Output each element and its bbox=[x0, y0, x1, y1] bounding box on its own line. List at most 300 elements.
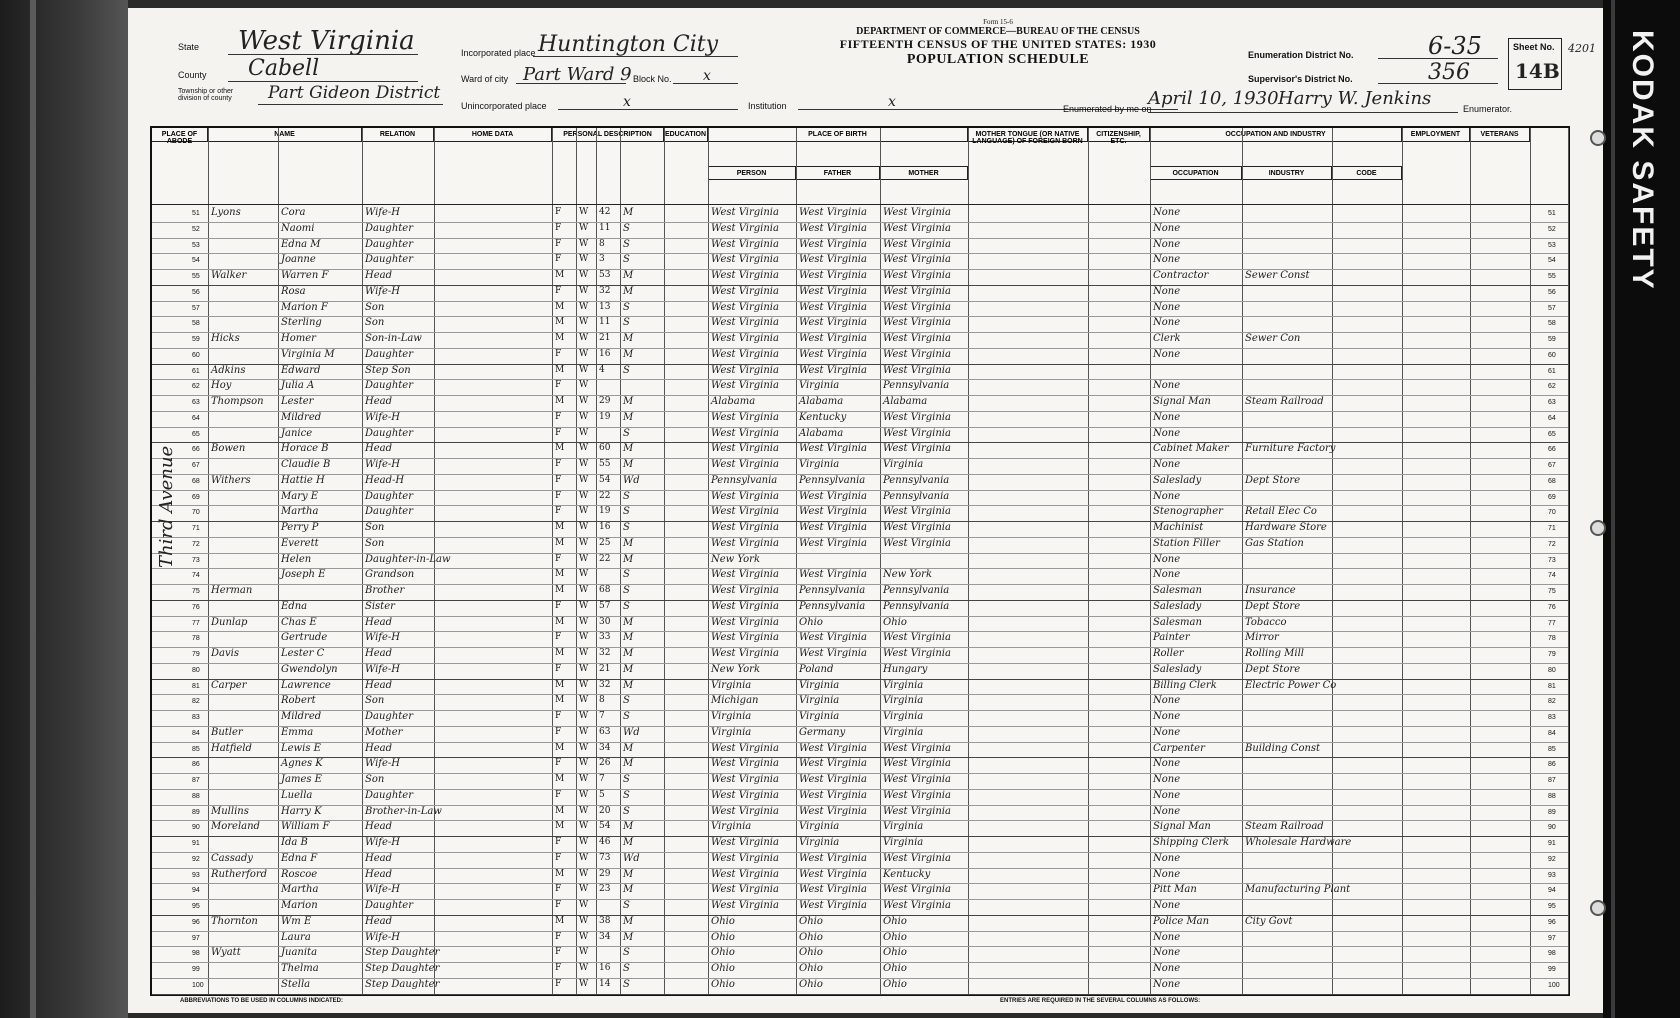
cell-bp: Ohio bbox=[711, 978, 735, 990]
cell-fbp: West Virginia bbox=[799, 443, 867, 455]
cell-ind: Insurance bbox=[1245, 585, 1296, 596]
cell-mbp: West Virginia bbox=[883, 758, 951, 770]
cell-ms: M bbox=[623, 537, 634, 549]
cell-fbp: West Virginia bbox=[799, 364, 867, 376]
line-number-right: 59 bbox=[1548, 336, 1556, 343]
film-margin-right bbox=[1603, 0, 1680, 1018]
cell-age: 22 bbox=[599, 553, 611, 564]
line-number: 55 bbox=[192, 273, 200, 280]
cell-bp: West Virginia bbox=[711, 632, 779, 644]
table-row bbox=[152, 899, 1568, 915]
cell-given: Edna F bbox=[281, 852, 318, 864]
film-edge bbox=[1611, 0, 1615, 1018]
cell-occ: None bbox=[1153, 695, 1181, 707]
cell-mbp: West Virginia bbox=[883, 742, 951, 754]
street-margin-note: Third Avenue bbox=[156, 445, 177, 568]
table-row bbox=[152, 663, 1568, 679]
cell-bp: West Virginia bbox=[711, 411, 779, 423]
cell-age: 7 bbox=[599, 774, 605, 784]
cell-given: Agnes K bbox=[281, 758, 323, 770]
cell-sex: M bbox=[555, 569, 565, 580]
cell-fbp: West Virginia bbox=[799, 648, 867, 659]
cell-ind: Steam Railroad bbox=[1245, 396, 1324, 407]
line-number-right: 76 bbox=[1548, 603, 1556, 611]
line-number: 93 bbox=[192, 871, 200, 879]
cell-sex: F bbox=[555, 663, 562, 674]
ed-label: Enumeration District No. bbox=[1248, 50, 1354, 60]
cell-age: 42 bbox=[599, 207, 611, 217]
line-number-right: 57 bbox=[1548, 304, 1556, 312]
line-number-right: 90 bbox=[1548, 824, 1556, 832]
cell-ind: City Govt bbox=[1245, 915, 1293, 927]
cell-occ: None bbox=[1153, 285, 1181, 297]
cell-occ: Machinist bbox=[1153, 522, 1204, 533]
cell-rel: Son bbox=[365, 301, 385, 313]
cell-sex: F bbox=[555, 931, 562, 942]
cell-race: W bbox=[579, 222, 589, 233]
cell-given: Lester C bbox=[281, 648, 325, 659]
cell-rel: Head bbox=[365, 915, 393, 927]
table-row bbox=[152, 568, 1568, 584]
cell-rel: Wife-H bbox=[365, 459, 401, 470]
cell-age: 32 bbox=[599, 648, 611, 658]
cell-fbp: Ohio bbox=[799, 978, 823, 990]
cell-ind: Wholesale Hardware bbox=[1245, 837, 1352, 848]
table-row bbox=[152, 222, 1568, 238]
table-row bbox=[152, 474, 1568, 490]
cell-sex: F bbox=[555, 459, 562, 469]
binder-hole bbox=[1590, 900, 1606, 916]
cell-age: 21 bbox=[599, 333, 611, 343]
cell-ms: S bbox=[623, 900, 630, 911]
cell-age: 16 bbox=[599, 348, 611, 359]
line-number: 53 bbox=[192, 241, 200, 249]
cell-age: 23 bbox=[599, 884, 611, 895]
cell-race: W bbox=[579, 931, 589, 942]
line-number: 91 bbox=[192, 840, 200, 847]
cell-ms: M bbox=[623, 459, 634, 470]
cell-occ: None bbox=[1153, 947, 1181, 959]
section-header: PERSONAL DESCRIPTION bbox=[552, 128, 664, 142]
cell-bp: New York bbox=[711, 663, 760, 675]
cell-rel: Daughter bbox=[365, 711, 413, 722]
cell-race: W bbox=[579, 238, 589, 249]
cell-race: W bbox=[579, 348, 589, 359]
cell-occ: Salesman bbox=[1153, 585, 1202, 596]
cell-age: 5 bbox=[599, 789, 605, 800]
cell-rel: Wife-H bbox=[365, 837, 401, 848]
cell-sex: F bbox=[555, 963, 562, 973]
cell-given: Janice bbox=[281, 427, 313, 439]
table-row bbox=[152, 553, 1568, 569]
cell-sex: M bbox=[555, 585, 565, 595]
cell-given: Roscoe bbox=[281, 868, 318, 880]
line-number: 99 bbox=[192, 966, 200, 973]
cell-mbp: West Virginia bbox=[883, 427, 951, 439]
cell-mbp: West Virginia bbox=[883, 537, 951, 549]
line-number: 73 bbox=[192, 556, 200, 564]
table-row bbox=[152, 962, 1568, 978]
cell-mbp: Ohio bbox=[883, 915, 907, 927]
cell-bp: West Virginia bbox=[711, 616, 779, 628]
line-number-right: 78 bbox=[1548, 635, 1556, 643]
cell-race: W bbox=[579, 742, 589, 753]
line-number-right: 99 bbox=[1548, 966, 1556, 973]
cell-bp: Virginia bbox=[711, 726, 752, 738]
cell-ms: S bbox=[623, 254, 630, 266]
cell-mbp: Virginia bbox=[883, 679, 924, 691]
cell-given: Mildred bbox=[281, 411, 322, 423]
cell-sex: F bbox=[555, 884, 562, 895]
cell-race: W bbox=[579, 254, 589, 265]
line-number: 58 bbox=[192, 320, 200, 328]
enumeration-date: April 10, 1930 bbox=[1148, 88, 1279, 109]
cell-mbp: West Virginia bbox=[883, 207, 951, 218]
department-name: DEPARTMENT OF COMMERCE—BUREAU OF THE CENSUS bbox=[856, 26, 1140, 37]
cell-mbp: West Virginia bbox=[883, 900, 951, 911]
line-number-right: 81 bbox=[1548, 682, 1556, 690]
line-number-right: 60 bbox=[1548, 351, 1556, 359]
cell-given: Marion bbox=[281, 900, 318, 911]
sheet-value: 14B bbox=[1515, 59, 1560, 83]
unincorp-label: Unincorporated place bbox=[461, 101, 547, 111]
cell-fbp: Pennsylvania bbox=[799, 585, 866, 596]
cell-mbp: West Virginia bbox=[883, 364, 951, 376]
table-row bbox=[152, 364, 1568, 380]
cell-ind: Manufacturing Plant bbox=[1245, 884, 1351, 896]
cell-given: Lewis E bbox=[281, 742, 321, 754]
cell-fbp: Kentucky bbox=[799, 411, 847, 423]
column-divider bbox=[1568, 128, 1569, 994]
cell-fbp: West Virginia bbox=[799, 774, 867, 785]
cell-fbp: Ohio bbox=[799, 915, 823, 927]
line-number: 51 bbox=[192, 210, 200, 217]
cell-mbp: Ohio bbox=[883, 616, 907, 628]
cell-age: 8 bbox=[599, 695, 605, 706]
cell-age: 73 bbox=[599, 852, 611, 863]
table-row bbox=[152, 348, 1568, 364]
ed-line bbox=[1378, 58, 1498, 59]
census-sheet bbox=[128, 8, 1603, 1013]
cell-age: 14 bbox=[599, 978, 611, 989]
line-number-right: 56 bbox=[1548, 288, 1556, 296]
cell-mbp: West Virginia bbox=[883, 852, 951, 864]
film-margin-left bbox=[0, 0, 128, 1018]
line-number-right: 55 bbox=[1548, 273, 1556, 280]
cell-rel: Daughter-in-Law bbox=[365, 553, 451, 565]
cell-sex: F bbox=[555, 285, 562, 296]
cell-rel: Head bbox=[365, 648, 393, 659]
line-number-right: 68 bbox=[1548, 477, 1556, 485]
cell-rel: Wife-H bbox=[365, 285, 401, 297]
table-row bbox=[152, 616, 1568, 632]
cell-surname: Mullins bbox=[211, 805, 249, 817]
cell-age: 32 bbox=[599, 679, 611, 690]
table-row bbox=[152, 269, 1568, 285]
cell-race: W bbox=[579, 427, 589, 438]
cell-given: Ida B bbox=[281, 837, 308, 848]
line-number-right: 71 bbox=[1548, 525, 1556, 532]
cell-mbp: Virginia bbox=[883, 726, 924, 738]
cell-ms: S bbox=[623, 947, 630, 959]
line-number: 71 bbox=[192, 525, 200, 532]
cell-fbp: Pennsylvania bbox=[799, 474, 866, 486]
cell-race: W bbox=[579, 789, 589, 800]
cell-given: Julia A bbox=[281, 380, 315, 392]
cell-fbp: Virginia bbox=[799, 837, 840, 848]
cell-bp: West Virginia bbox=[711, 364, 779, 376]
population-table bbox=[150, 126, 1570, 996]
line-number: 96 bbox=[192, 918, 200, 926]
ed-value: 6-35 bbox=[1428, 32, 1482, 60]
cell-occ: None bbox=[1153, 301, 1181, 313]
cell-bp: West Virginia bbox=[711, 805, 779, 817]
table-row bbox=[152, 521, 1568, 537]
cell-sex: M bbox=[555, 522, 565, 532]
cell-ms: Wd bbox=[623, 726, 640, 738]
cell-rel: Daughter bbox=[365, 427, 413, 439]
cell-sex: M bbox=[555, 317, 565, 328]
cell-occ: None bbox=[1153, 900, 1181, 911]
cell-given: Wm E bbox=[281, 915, 312, 927]
line-number-right: 66 bbox=[1548, 446, 1556, 454]
cell-occ: None bbox=[1153, 207, 1181, 218]
cell-fbp: Virginia bbox=[799, 821, 840, 833]
table-row bbox=[152, 742, 1568, 758]
occupation-header: OCCUPATION bbox=[1150, 166, 1242, 180]
cell-bp: West Virginia bbox=[711, 270, 779, 281]
cell-age: 55 bbox=[599, 459, 611, 469]
section-header: PLACE OF ABODE bbox=[152, 128, 208, 142]
cell-given: Robert bbox=[281, 695, 316, 707]
line-number-right: 70 bbox=[1548, 509, 1556, 517]
line-number-right: 74 bbox=[1548, 572, 1556, 580]
cell-race: W bbox=[579, 821, 589, 832]
ward-value: Part Ward 9 bbox=[523, 64, 632, 85]
cell-age: 34 bbox=[599, 931, 611, 942]
cell-ind: Dept Store bbox=[1245, 600, 1301, 612]
line-number: 70 bbox=[192, 509, 200, 517]
cell-sex: M bbox=[555, 270, 565, 280]
cell-surname: Herman bbox=[211, 585, 253, 596]
cell-mbp: West Virginia bbox=[883, 648, 951, 659]
cell-age: 63 bbox=[599, 726, 611, 737]
cell-rel: Wife-H bbox=[365, 632, 401, 644]
birthplace-father-header: FATHER bbox=[796, 166, 880, 180]
cell-mbp: West Virginia bbox=[883, 285, 951, 297]
cell-rel: Head bbox=[365, 821, 393, 833]
cell-bp: West Virginia bbox=[711, 742, 779, 754]
cell-bp: West Virginia bbox=[711, 348, 779, 360]
cell-age: 68 bbox=[599, 585, 611, 595]
section-header: EDUCATION bbox=[664, 128, 708, 142]
line-number: 56 bbox=[192, 288, 200, 296]
line-number: 78 bbox=[192, 635, 200, 643]
line-number: 76 bbox=[192, 603, 200, 611]
cell-ind: Tobacco bbox=[1245, 616, 1287, 628]
cell-race: W bbox=[579, 868, 589, 879]
cell-sex: F bbox=[555, 490, 562, 501]
cell-mbp: Ohio bbox=[883, 978, 907, 990]
cell-ind: Gas Station bbox=[1245, 537, 1304, 549]
cell-age: 54 bbox=[599, 474, 611, 485]
cell-occ: None bbox=[1153, 317, 1181, 329]
cell-race: W bbox=[579, 632, 589, 643]
section-header: RELATION bbox=[362, 128, 434, 142]
cell-age: 60 bbox=[599, 443, 611, 454]
cell-bp: West Virginia bbox=[711, 837, 779, 848]
line-number: 69 bbox=[192, 493, 200, 501]
cell-rel: Daughter bbox=[365, 348, 413, 360]
cell-given: James E bbox=[281, 774, 322, 785]
line-number: 94 bbox=[192, 887, 200, 895]
cell-ms: M bbox=[623, 632, 634, 644]
line-number-right: 75 bbox=[1548, 588, 1556, 595]
cell-mbp: Virginia bbox=[883, 821, 924, 833]
cell-given: Helen bbox=[281, 553, 312, 565]
cell-rel: Son bbox=[365, 522, 385, 533]
line-number: 67 bbox=[192, 462, 200, 469]
cell-bp: Virginia bbox=[711, 679, 752, 691]
line-number-right: 72 bbox=[1548, 540, 1556, 548]
line-number: 82 bbox=[192, 698, 200, 706]
cell-mbp: West Virginia bbox=[883, 789, 951, 801]
unincorp-line bbox=[558, 109, 738, 110]
cell-race: W bbox=[579, 411, 589, 422]
line-number-right: 87 bbox=[1548, 777, 1556, 784]
cell-rel: Step Daughter bbox=[365, 963, 440, 974]
cell-age: 8 bbox=[599, 238, 605, 249]
cell-rel: Daughter bbox=[365, 506, 413, 518]
cell-given: Joseph E bbox=[281, 569, 326, 581]
line-number: 65 bbox=[192, 430, 200, 438]
cell-fbp: West Virginia bbox=[799, 270, 867, 281]
cell-age: 54 bbox=[599, 821, 611, 832]
line-number: 85 bbox=[192, 745, 200, 753]
cell-mbp: West Virginia bbox=[883, 301, 951, 313]
cell-age: 3 bbox=[599, 254, 605, 265]
cell-age: 53 bbox=[599, 270, 611, 280]
block-label: Block No. bbox=[633, 74, 672, 84]
cell-sex: F bbox=[555, 900, 562, 910]
cell-occ: Saleslady bbox=[1153, 663, 1202, 675]
cell-bp: Virginia bbox=[711, 711, 752, 722]
section-header: VETERANS bbox=[1470, 128, 1530, 142]
line-number: 61 bbox=[192, 367, 200, 375]
cell-rel: Head bbox=[365, 868, 393, 880]
cell-bp: West Virginia bbox=[711, 222, 779, 234]
cell-race: W bbox=[579, 900, 589, 910]
line-number-right: 82 bbox=[1548, 698, 1556, 706]
cell-sex: F bbox=[555, 600, 562, 611]
cell-fbp: Germany bbox=[799, 726, 846, 738]
cell-ms: S bbox=[623, 789, 630, 801]
cell-ind: Retail Elec Co bbox=[1245, 506, 1317, 518]
cell-rel: Grandson bbox=[365, 569, 415, 581]
cell-ms: Wd bbox=[623, 474, 640, 486]
cell-sex: F bbox=[555, 758, 562, 769]
cell-occ: Shipping Clerk bbox=[1153, 837, 1230, 848]
cell-given: Virginia M bbox=[281, 348, 335, 360]
cell-occ: Contractor bbox=[1153, 270, 1209, 281]
line-number-right: 95 bbox=[1548, 903, 1556, 910]
cell-ms: M bbox=[623, 884, 634, 896]
cell-occ: None bbox=[1153, 569, 1181, 581]
cell-ms: M bbox=[623, 648, 634, 659]
cell-fbp: West Virginia bbox=[799, 742, 867, 754]
cell-ind: Rolling Mill bbox=[1245, 648, 1304, 659]
cell-race: W bbox=[579, 978, 589, 989]
cell-occ: Carpenter bbox=[1153, 742, 1205, 754]
table-row bbox=[152, 726, 1568, 742]
line-number-right: 52 bbox=[1548, 225, 1556, 233]
cell-race: W bbox=[579, 270, 589, 280]
line-number-right: 54 bbox=[1548, 257, 1556, 265]
line-number: 83 bbox=[192, 714, 200, 721]
cell-occ: None bbox=[1153, 711, 1181, 722]
cell-sex: M bbox=[555, 774, 565, 784]
table-row bbox=[152, 852, 1568, 868]
cell-surname: Adkins bbox=[211, 364, 246, 376]
cell-ind: Dept Store bbox=[1245, 474, 1301, 486]
cell-sex: F bbox=[555, 238, 562, 249]
cell-fbp: West Virginia bbox=[799, 348, 867, 360]
cell-bp: West Virginia bbox=[711, 490, 779, 502]
cell-bp: West Virginia bbox=[711, 758, 779, 770]
cell-bp: West Virginia bbox=[711, 600, 779, 612]
line-number: 98 bbox=[192, 950, 200, 958]
cell-ms: S bbox=[623, 490, 630, 502]
cell-race: W bbox=[579, 207, 589, 217]
cell-mbp: West Virginia bbox=[883, 333, 951, 344]
county-label: County bbox=[178, 70, 207, 80]
cell-race: W bbox=[579, 522, 589, 532]
cell-ms: M bbox=[623, 758, 634, 770]
cell-age: 7 bbox=[599, 711, 605, 721]
cell-rel: Head bbox=[365, 396, 393, 407]
line-number-right: 58 bbox=[1548, 320, 1556, 328]
table-row bbox=[152, 978, 1568, 994]
cell-mbp: West Virginia bbox=[883, 506, 951, 518]
cell-given: Edward bbox=[281, 364, 321, 376]
cell-bp: Ohio bbox=[711, 915, 735, 927]
cell-ind: Electric Power Co bbox=[1245, 679, 1337, 691]
cell-sex: F bbox=[555, 726, 562, 737]
line-number-right: 80 bbox=[1548, 666, 1556, 674]
cell-fbp: Ohio bbox=[799, 963, 823, 974]
cell-bp: West Virginia bbox=[711, 789, 779, 801]
cell-bp: West Virginia bbox=[711, 585, 779, 596]
table-row bbox=[152, 206, 1568, 222]
cell-rel: Head bbox=[365, 443, 393, 455]
cell-given: Laura bbox=[281, 931, 311, 943]
cell-ms: M bbox=[623, 553, 634, 565]
cell-rel: Son bbox=[365, 537, 385, 549]
cell-sex: M bbox=[555, 742, 565, 753]
line-number: 57 bbox=[192, 304, 200, 312]
county-value: Cabell bbox=[248, 56, 320, 81]
cell-age: 33 bbox=[599, 632, 611, 643]
cell-ms: S bbox=[623, 805, 630, 817]
cell-race: W bbox=[579, 600, 589, 611]
cell-bp: West Virginia bbox=[711, 317, 779, 329]
sd-line bbox=[1378, 83, 1498, 84]
table-row bbox=[152, 820, 1568, 836]
cell-bp: West Virginia bbox=[711, 900, 779, 911]
cell-bp: Virginia bbox=[711, 821, 752, 833]
cell-surname: Carper bbox=[211, 679, 247, 691]
table-row bbox=[152, 868, 1568, 884]
